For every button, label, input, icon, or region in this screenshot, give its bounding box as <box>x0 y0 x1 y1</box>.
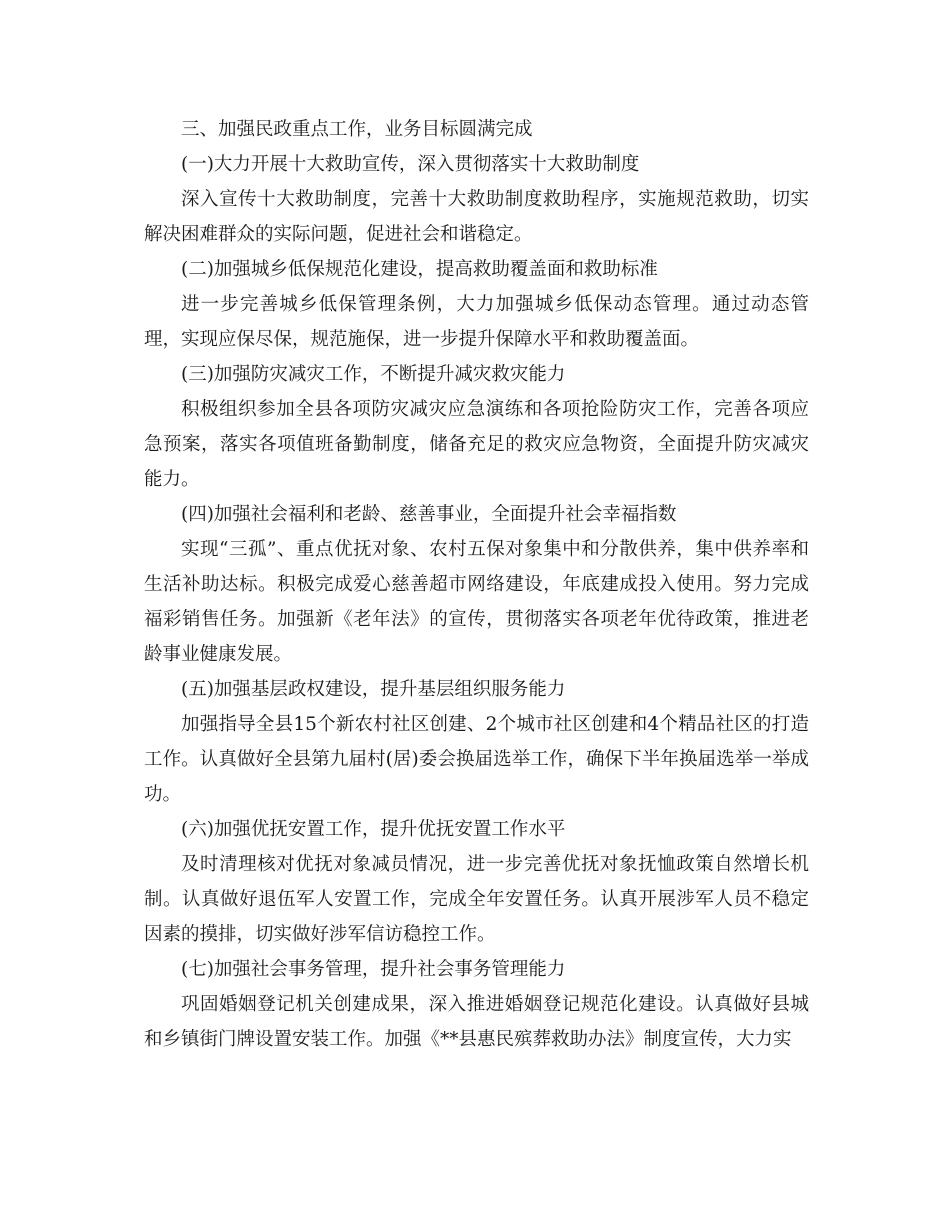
document-body <box>144 112 809 1057</box>
subsection-heading: (六)加强优抚安置工作，提升优抚安置工作水平 <box>181 819 566 840</box>
body-paragraph: 及时清理核对优抚对象减员情况，进一步完善优抚对象抚恤政策自然增长机制。认真做好退伍军人安置工作，完成全年安置任务。认真开展涉军人员不稳定因素的摸排，切实做好涉军信访稳控工作。 <box>144 854 809 945</box>
subsection-heading: (四)加强社会福利和老龄、慈善事业，全面提升社会幸福指数 <box>181 504 677 525</box>
subsection-heading: (三)加强防灾减灾工作，不断提升减灾救灾能力 <box>181 364 566 385</box>
body-paragraph: 进一步完善城乡低保管理条例，大力加强城乡低保动态管理。通过动态管理，实现应保尽保，规范施保，进一步提升保障水平和救助覆盖面。 <box>144 294 809 350</box>
section-heading: 三、加强民政重点工作，业务目标圆满完成 <box>181 119 533 140</box>
subsection-heading: (一)大力开展十大救助宣传，深入贯彻落实十大救助制度 <box>181 154 640 175</box>
body-paragraph: 加强指导全县15个新农村社区创建、2个城市社区创建和4个精品社区的打造工作。认真做好全县第九届村(居)委会换届选举工作，确保下半年换届选举一举成功。 <box>144 714 809 805</box>
body-paragraph: 深入宣传十大救助制度，完善十大救助制度救助程序，实施规范救助，切实解决困难群众的实际问题，促进社会和谐稳定。 <box>144 189 809 245</box>
subsection-heading: (五)加强基层政权建设，提升基层组织服务能力 <box>181 679 566 700</box>
body-paragraph: 巩固婚姻登记机关创建成果，深入推进婚姻登记规范化建设。认真做好县城和乡镇街门牌设置安装工作。加强《**县惠民殡葬救助办法》制度宣传，大力实 <box>144 994 809 1050</box>
subsection-heading: (二)加强城乡低保规范化建设，提高救助覆盖面和救助标准 <box>181 259 658 280</box>
subsection-heading: (七)加强社会事务管理，提升社会事务管理能力 <box>181 959 566 980</box>
body-paragraph: 积极组织参加全县各项防灾减灾应急演练和各项抢险防灾工作，完善各项应急预案，落实各项值班备勤制度，储备充足的救灾应急物资，全面提升防灾减灾能力。 <box>144 399 809 490</box>
body-paragraph: 实现“三孤”、重点优抚对象、农村五保对象集中和分散供养，集中供养率和生活补助达标。积极完成爱心慈善超市网络建设，年底建成投入使用。努力完成福彩销售任务。加强新《老年法》的宣传，贯彻落实各项老年优待政策，推进老龄事业健康发展。 <box>144 539 809 665</box>
